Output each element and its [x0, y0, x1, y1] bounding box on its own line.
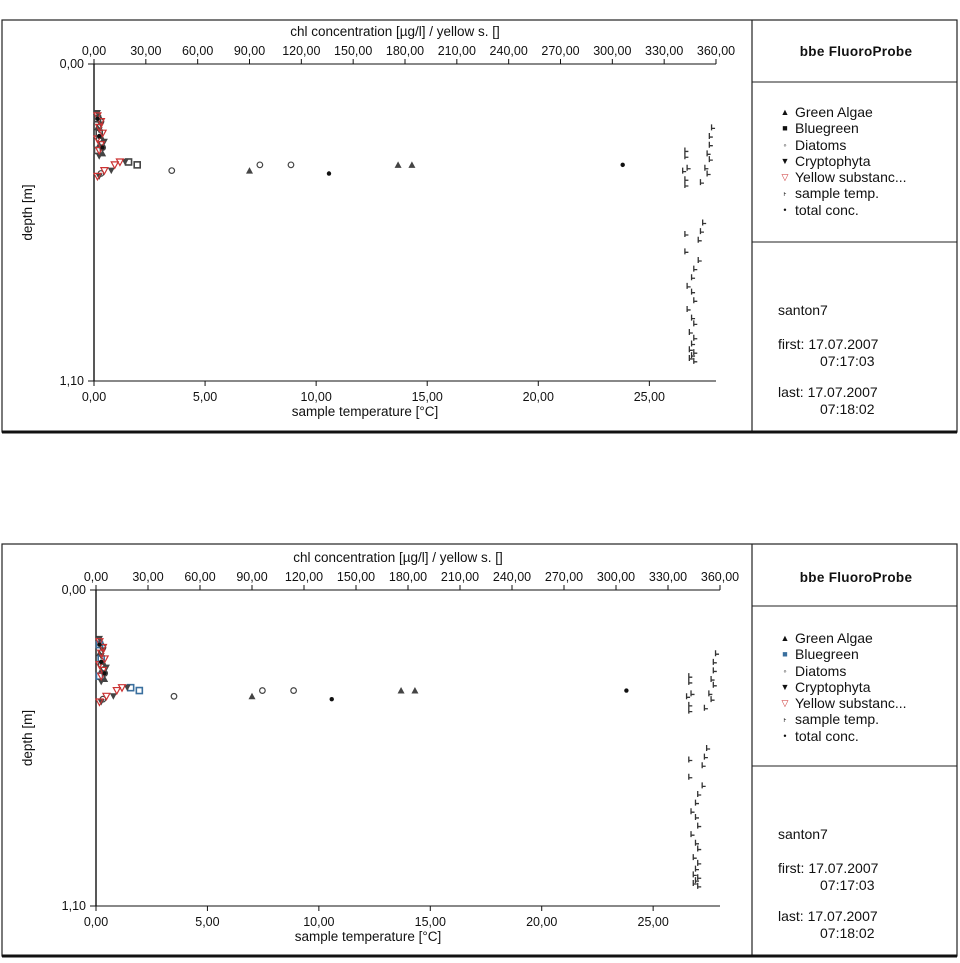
triangle-up-icon: ▲: [780, 107, 790, 117]
series-green-algae: [96, 638, 418, 699]
point-sample-temp: [685, 182, 689, 188]
series-diatoms: [96, 119, 293, 176]
point-total-conc: [102, 671, 106, 675]
point-sample-temp: [694, 320, 698, 326]
point-sample-temp: [683, 168, 687, 174]
point-sample-temp: [689, 756, 693, 762]
top-tick-label: 150,00: [336, 570, 376, 584]
y-tick-label: 1,10: [61, 899, 86, 913]
legend-item-cryptophyta: [778, 679, 907, 695]
point-sample-temp: [695, 840, 699, 846]
point-green-algae: [395, 161, 402, 168]
legend-item-bluegreen: [778, 120, 907, 136]
point-sample-temp: [707, 745, 711, 751]
top-tick-label: 360,00: [700, 570, 740, 584]
bottom-tick-label: 20,00: [522, 390, 554, 404]
legend-item-green-algae: [778, 104, 907, 120]
point-sample-temp: [698, 860, 702, 866]
first-label: first:: [778, 860, 805, 876]
point-sample-temp: [709, 133, 713, 139]
point-total-conc: [97, 642, 101, 646]
legend: [778, 104, 907, 218]
series-green-algae: [94, 112, 415, 173]
point-sample-temp: [711, 696, 715, 702]
point-sample-temp: [705, 165, 709, 171]
point-sample-temp: [698, 883, 702, 889]
legend-label: Diatoms: [795, 136, 847, 153]
legend: [778, 630, 907, 744]
point-sample-temp: [716, 650, 720, 656]
point-sample-temp: [704, 705, 708, 711]
legend-item-total-conc: [778, 728, 907, 744]
point-sample-temp: [692, 274, 696, 280]
point-sample-temp: [700, 179, 704, 185]
top-tick-label: 210,00: [440, 570, 480, 584]
top-tick-label: 300,00: [596, 570, 636, 584]
last-timestamp: [778, 908, 878, 925]
legend-label: Diatoms: [795, 662, 847, 679]
bottom-tick-label: 20,00: [526, 915, 558, 929]
point-sample-temp: [698, 257, 702, 263]
chart-panel-bottom: [0, 520, 960, 960]
point-sample-temp: [709, 690, 713, 696]
y-axis-label: depth [m]: [20, 184, 35, 241]
top-tick-label: 180,00: [388, 570, 428, 584]
bottom-tick-label: 25,00: [633, 390, 665, 404]
y-tick-label: 1,10: [59, 374, 84, 388]
point-cryptophyta: [108, 168, 115, 175]
legend-item-diatoms: [778, 663, 907, 679]
first-timestamp: [778, 336, 878, 353]
point-sample-temp: [692, 289, 696, 295]
point-total-conc: [100, 145, 104, 149]
legend-item-cryptophyta: [778, 153, 907, 169]
series-sample-temp: [683, 124, 715, 363]
legend-item-yellow-substance: [778, 695, 907, 711]
point-sample-temp: [694, 297, 698, 303]
point-green-algae: [246, 167, 253, 174]
top-tick-label: 240,00: [492, 570, 532, 584]
legend-label: Cryptophyta: [795, 678, 871, 695]
point-sample-temp: [692, 315, 696, 321]
top-tick-label: 120,00: [282, 44, 321, 58]
first-date: 17.07.2007: [808, 336, 879, 352]
point-total-conc: [99, 660, 103, 664]
point-sample-temp: [687, 165, 691, 171]
point-sample-temp: [689, 708, 693, 714]
triangle-down-icon: ▼: [780, 681, 790, 692]
point-sample-temp: [689, 679, 693, 685]
point-sample-temp: [713, 659, 717, 665]
legend-item-yellow-substance: [778, 169, 907, 185]
top-tick-label: 90,00: [236, 570, 268, 584]
first-time: 07:17:03: [820, 877, 875, 893]
top-tick-label: 120,00: [284, 570, 324, 584]
first-label: first:: [778, 336, 805, 352]
point-green-algae: [249, 693, 256, 700]
point-sample-temp: [694, 358, 698, 364]
point-sample-temp: [685, 248, 689, 254]
first-time: 07:17:03: [820, 353, 875, 369]
point-green-algae: [408, 161, 415, 168]
point-total-conc: [327, 171, 331, 175]
legend-label: Yellow substanc...: [795, 169, 907, 186]
legend-label: sample temp.: [795, 185, 880, 202]
point-sample-temp: [689, 329, 693, 335]
bottom-tick-label: 15,00: [414, 915, 446, 929]
point-sample-temp: [698, 791, 702, 797]
point-sample-temp: [709, 142, 713, 148]
point-sample-temp: [694, 266, 698, 272]
legend-item-total-conc: [778, 202, 907, 218]
legend-label: Yellow substanc...: [795, 695, 907, 712]
circle-icon: ◦: [783, 665, 787, 676]
bottom-axis-label: sample temperature [°C]: [294, 929, 442, 944]
point-green-algae: [411, 687, 418, 694]
bottom-tick-label: 25,00: [637, 915, 669, 929]
last-time: 07:18:02: [820, 401, 875, 417]
point-sample-temp: [707, 171, 711, 177]
point-sample-temp: [694, 335, 698, 341]
bottom-tick-label: 5,00: [195, 915, 220, 929]
point-sample-temp: [689, 702, 693, 708]
last-label: last:: [778, 384, 804, 400]
point-sample-temp: [711, 676, 715, 682]
legend-item-bluegreen: [778, 646, 907, 662]
top-tick-label: 330,00: [645, 44, 684, 58]
point-sample-temp: [695, 800, 699, 806]
legend-label: sample temp.: [795, 711, 880, 728]
legend-item-sample-temp: [778, 185, 907, 201]
bottom-tick-label: 15,00: [411, 390, 443, 404]
point-sample-temp: [692, 341, 696, 347]
point-sample-temp: [689, 774, 693, 780]
point-sample-temp: [695, 866, 699, 872]
square-icon: ■: [782, 123, 788, 134]
dot-icon: •: [783, 204, 787, 215]
point-sample-temp: [685, 231, 689, 237]
point-sample-temp: [689, 346, 693, 352]
top-tick-label: 270,00: [541, 44, 580, 58]
point-diatoms: [291, 688, 297, 694]
point-sample-temp: [707, 150, 711, 156]
point-sample-temp: [703, 220, 707, 226]
triangle-down-icon: ▼: [780, 155, 790, 166]
point-sample-temp: [709, 156, 713, 162]
point-sample-temp: [687, 283, 691, 289]
legend-item-sample-temp: [778, 711, 907, 727]
legend-label: Green Algae: [795, 630, 873, 646]
point-yellow-substanc: [113, 688, 120, 695]
point-sample-temp: [685, 153, 689, 159]
bottom-tick-label: 5,00: [192, 390, 218, 404]
legend-item-green-algae: [778, 630, 907, 646]
y-tick-label: 0,00: [61, 583, 86, 597]
point-diatoms: [260, 688, 266, 694]
point-sample-temp: [687, 306, 691, 312]
point-total-conc: [621, 163, 625, 167]
point-diatoms: [288, 162, 294, 168]
point-sample-temp: [695, 814, 699, 820]
top-axis-label: chl concentration [µg/l] / yellow s. []: [290, 24, 500, 39]
tick-icon: ˫: [783, 714, 787, 725]
point-sample-temp: [691, 808, 695, 814]
bottom-tick-label: 0,00: [83, 915, 109, 929]
last-date: 17.07.2007: [807, 384, 878, 400]
point-sample-temp: [693, 871, 697, 877]
top-tick-label: 0,00: [81, 44, 107, 58]
point-sample-temp: [691, 690, 695, 696]
chart-sidebar-top: [752, 20, 960, 432]
first-date: 17.07.2007: [808, 860, 879, 876]
point-sample-temp: [698, 237, 702, 243]
point-sample-temp: [704, 754, 708, 760]
dot-icon: •: [783, 730, 787, 741]
first-timestamp: [778, 860, 878, 877]
legend-item-diatoms: [778, 137, 907, 153]
series-sample-temp: [687, 650, 719, 889]
square-icon: ■: [782, 649, 788, 660]
point-sample-temp: [698, 874, 702, 880]
triangle-down-open-icon: ▽: [781, 172, 789, 183]
point-diatoms: [257, 162, 263, 168]
station-name: santon7: [778, 302, 828, 318]
last-timestamp: [778, 384, 878, 401]
point-sample-temp: [702, 762, 706, 768]
sidebar-header: bbe FluoroProbe: [799, 44, 913, 59]
top-tick-label: 30,00: [130, 44, 162, 58]
last-date: 17.07.2007: [807, 908, 878, 924]
point-sample-temp: [687, 693, 691, 699]
legend-label: total conc.: [795, 727, 859, 744]
point-total-conc: [97, 134, 101, 138]
point-sample-temp: [689, 673, 693, 679]
point-total-conc: [330, 697, 334, 701]
triangle-down-open-icon: ▽: [781, 698, 789, 709]
point-diatoms: [171, 693, 177, 699]
bottom-tick-label: 0,00: [81, 390, 107, 404]
bottom-axis-label: sample temperature [°C]: [291, 404, 439, 419]
last-label: last:: [778, 908, 804, 924]
top-tick-label: 180,00: [385, 44, 425, 58]
bottom-tick-label: 10,00: [300, 390, 332, 404]
triangle-up-icon: ▲: [780, 633, 790, 643]
legend-label: Bluegreen: [795, 646, 859, 663]
point-total-conc: [95, 117, 99, 121]
top-tick-label: 0,00: [83, 570, 109, 584]
top-tick-label: 210,00: [437, 44, 476, 58]
circle-icon: ◦: [783, 139, 787, 150]
point-sample-temp: [698, 823, 702, 829]
y-tick-label: 0,00: [59, 57, 84, 71]
series-total-conc: [95, 117, 625, 176]
point-sample-temp: [685, 176, 689, 182]
top-tick-label: 30,00: [132, 570, 164, 584]
point-sample-temp: [713, 667, 717, 673]
series-diatoms: [98, 645, 296, 702]
legend-label: Cryptophyta: [795, 152, 871, 169]
point-green-algae: [398, 687, 405, 694]
top-tick-label: 330,00: [648, 570, 688, 584]
tick-icon: ˫: [783, 188, 787, 199]
point-cryptophyta: [110, 693, 117, 700]
legend-label: total conc.: [795, 201, 859, 218]
sidebar-header: bbe FluoroProbe: [799, 570, 913, 585]
chart-sidebar-bottom: [752, 544, 960, 956]
point-sample-temp: [702, 782, 706, 788]
point-sample-temp: [685, 147, 689, 153]
point-total-conc: [624, 688, 628, 692]
top-tick-label: 60,00: [184, 570, 216, 584]
top-tick-label: 90,00: [233, 44, 266, 58]
point-sample-temp: [712, 124, 716, 130]
point-bluegreen: [136, 688, 142, 694]
point-diatoms: [169, 168, 175, 174]
top-tick-label: 150,00: [334, 44, 373, 58]
point-sample-temp: [693, 854, 697, 860]
station-name: santon7: [778, 826, 828, 842]
top-tick-label: 240,00: [489, 44, 528, 58]
point-sample-temp: [698, 846, 702, 852]
y-axis-label: depth [m]: [20, 709, 35, 767]
last-time: 07:18:02: [820, 925, 875, 941]
point-sample-temp: [694, 349, 698, 355]
series-total-conc: [97, 642, 628, 701]
top-tick-label: 300,00: [593, 44, 632, 58]
chart-panel-top: [0, 0, 960, 440]
bottom-tick-label: 10,00: [303, 915, 335, 929]
point-bluegreen: [134, 162, 140, 168]
point-sample-temp: [691, 831, 695, 837]
legend-label: Green Algae: [795, 104, 873, 120]
top-tick-label: 270,00: [544, 570, 584, 584]
top-tick-label: 360,00: [696, 44, 736, 58]
point-sample-temp: [713, 682, 717, 688]
top-axis-label: chl concentration [µg/l] / yellow s. []: [293, 550, 503, 565]
point-sample-temp: [700, 228, 704, 234]
top-tick-label: 60,00: [182, 44, 214, 58]
point-yellow-substanc: [111, 162, 118, 169]
legend-label: Bluegreen: [795, 120, 859, 137]
